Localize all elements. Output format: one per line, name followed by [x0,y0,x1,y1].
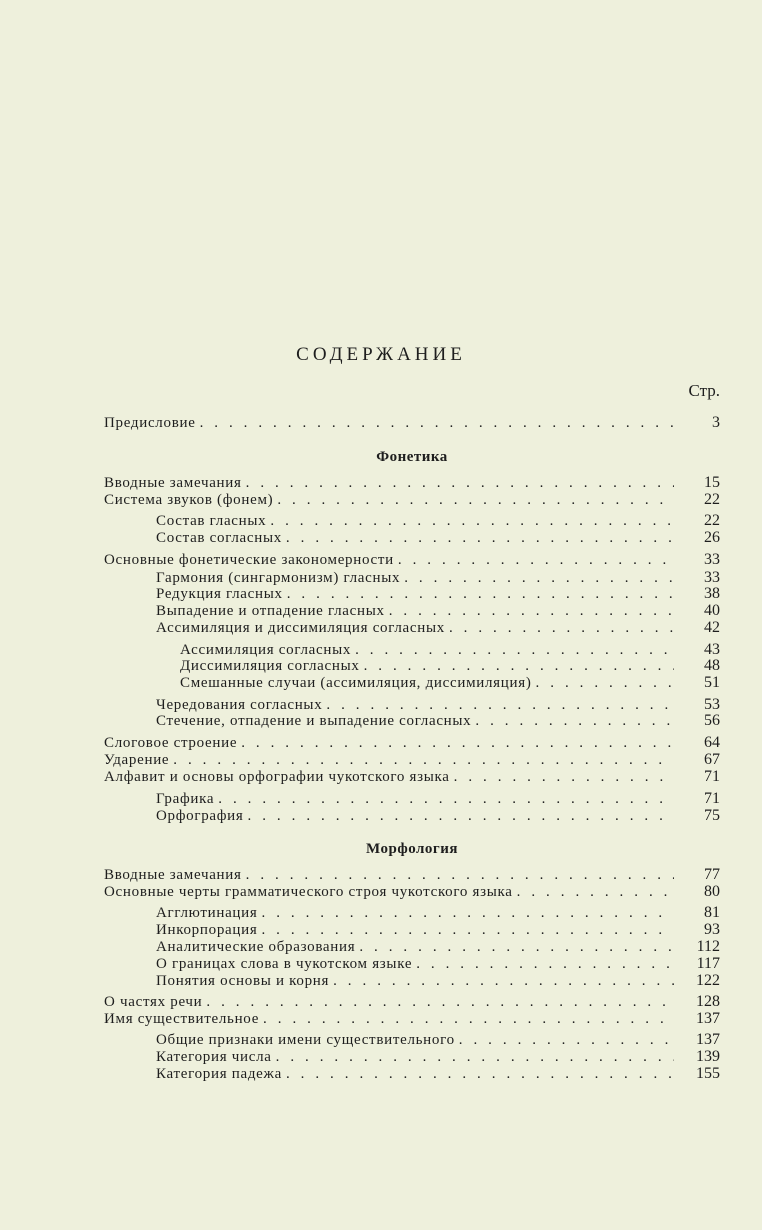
toc-entry-title: Ассимиляция и диссимиляция согласных [156,620,445,636]
toc-entry[interactable] [156,807,720,825]
toc-entry[interactable] [104,414,720,432]
dot-leader [517,883,674,901]
toc-entry-page: 117 [696,955,720,972]
toc-entry-page: 40 [704,602,720,619]
toc-entry-page: 71 [704,768,720,785]
dot-leader [248,807,674,825]
section-heading: Фонетика [376,449,448,465]
toc-entry-page: 33 [704,569,720,586]
toc-entry-page: 93 [704,921,720,938]
toc-entry[interactable] [156,972,720,990]
toc-entry[interactable] [104,883,720,901]
toc-entry[interactable] [156,1048,720,1066]
dot-leader [218,790,674,808]
toc-entry-page: 81 [704,904,720,921]
toc-entry-page: 51 [704,674,720,691]
toc-entry-page: 75 [704,807,720,824]
toc-entry[interactable] [180,657,720,675]
dot-leader [459,1031,674,1049]
toc-entry-title: Ассимиляция согласных [180,642,352,658]
toc-entry-page: 67 [704,751,720,768]
dot-leader [536,674,674,692]
toc-entry-title: Имя существительное [104,1011,260,1027]
toc-entry-title: Вводные замечания [104,475,242,491]
dot-leader [270,512,674,530]
toc-entry[interactable] [156,529,720,547]
toc-entry[interactable] [104,1010,720,1028]
toc-entry[interactable] [104,993,720,1011]
toc-entry[interactable] [156,1065,720,1083]
toc-entry-page: 137 [696,1031,720,1048]
page-title: СОДЕРЖАНИЕ [296,344,466,365]
dot-leader [200,414,674,432]
toc-entry-title: Алфавит и основы орфографии чукотского языка [104,769,450,785]
dot-leader [286,1065,674,1083]
dot-leader [398,551,674,569]
toc-entry-page: 80 [704,883,720,900]
toc-entry[interactable] [156,585,720,603]
dot-leader [241,734,674,752]
dot-leader [276,1048,674,1066]
toc-entry-title: Аналитические образования [156,939,356,955]
toc-entry[interactable] [104,551,720,569]
toc-entry-page: 42 [704,619,720,636]
toc-entry-page: 56 [704,712,720,729]
dot-leader [475,712,674,730]
toc-entry[interactable] [156,904,720,922]
toc-entry-title: Ударение [104,752,170,768]
dot-leader [277,491,674,509]
dot-leader [359,938,674,956]
toc-entry-page: 122 [696,972,720,989]
toc-entry-page: 26 [704,529,720,546]
toc-entry-title: Чередования согласных [156,697,323,713]
toc-entry[interactable] [104,768,720,786]
toc-entry[interactable] [104,491,720,509]
section-heading: Морфология [366,841,458,857]
dot-leader [261,921,674,939]
toc-entry-title: Система звуков (фонем) [104,492,274,508]
toc-entry[interactable] [156,938,720,956]
toc-entry-title: Слоговое строение [104,735,238,751]
toc-entry[interactable] [156,712,720,730]
toc-entry[interactable] [156,921,720,939]
toc-entry[interactable] [156,955,720,973]
toc-entry-page: 112 [696,938,720,955]
toc-entry-title: Состав гласных [156,513,267,529]
toc-entry-title: О частях речи [104,994,203,1010]
toc-entry-title: Общие признаки имени существительного [156,1032,455,1048]
toc-entry[interactable] [104,751,720,769]
toc-entry-page: 53 [704,696,720,713]
toc-entry-title: Гармония (сингармонизм) гласных [156,570,401,586]
toc-entry-page: 48 [704,657,720,674]
toc-entry-title: О границах слова в чукотском языке [156,956,413,972]
toc-entry[interactable] [156,512,720,530]
toc-entry[interactable] [156,790,720,808]
toc-entry-page: 64 [704,734,720,751]
toc-entry-page: 22 [704,491,720,508]
toc-entry-title: Редукция гласных [156,586,283,602]
dot-leader [262,904,675,922]
toc-entry-title: Категория числа [156,1049,272,1065]
dot-leader [287,585,674,603]
dot-leader [206,993,674,1011]
toc-entry[interactable] [156,602,720,620]
toc-entry-title: Понятия основы и корня [156,973,330,989]
toc-entry-page: 139 [696,1048,720,1065]
toc-entry-page: 71 [704,790,720,807]
toc-entry-title: Агглютинация [156,905,258,921]
dot-leader [333,972,674,990]
dot-leader [364,657,674,675]
toc-entry-title: Вводные замечания [104,867,242,883]
toc-entry-title: Инкорпорация [156,922,258,938]
toc-entry-title: Основные черты грамматического строя чукотского языка [104,884,513,900]
dot-leader [454,768,674,786]
toc-entry-title: Смешанные случаи (ассимиляция, диссимиляция) [180,675,532,691]
toc-entry-page: 128 [696,993,720,1010]
toc-entry-title: Стечение, отпадение и выпадение согласных [156,713,472,729]
dot-leader [263,1010,674,1028]
toc-entry-title: Диссимиляция согласных [180,658,360,674]
toc-entry[interactable] [156,619,720,637]
toc-entry-page: 33 [704,551,720,568]
dot-leader [416,955,674,973]
toc-entry[interactable] [104,474,720,492]
toc-entry-title: Орфография [156,808,244,824]
toc-entry-page: 155 [696,1065,720,1082]
toc-entry-title: Предисловие [104,415,196,431]
toc-entry-page: 15 [704,474,720,491]
toc-entry-page: 3 [712,414,720,431]
page-column-label: Стр. [688,381,720,400]
toc-entry[interactable] [180,674,720,692]
toc-entry-title: Категория падежа [156,1066,282,1082]
toc-entry-page: 137 [696,1010,720,1027]
toc-entry-page: 43 [704,641,720,658]
dot-leader [246,474,674,492]
toc-entry-title: Графика [156,791,215,807]
toc-entry-title: Состав согласных [156,530,282,546]
toc-entry-page: 22 [704,512,720,529]
dot-leader [449,619,674,637]
dot-leader [389,602,674,620]
dot-leader [246,866,674,884]
toc-entry[interactable] [156,1031,720,1049]
toc-entry-page: 77 [704,866,720,883]
dot-leader [173,751,674,769]
toc-entry-page: 38 [704,585,720,602]
dot-leader [286,529,674,547]
toc-entry[interactable] [104,866,720,884]
toc-entry-title: Выпадение и отпадение гласных [156,603,385,619]
toc-entry-title: Основные фонетические закономерности [104,552,394,568]
toc-entry[interactable] [104,734,720,752]
